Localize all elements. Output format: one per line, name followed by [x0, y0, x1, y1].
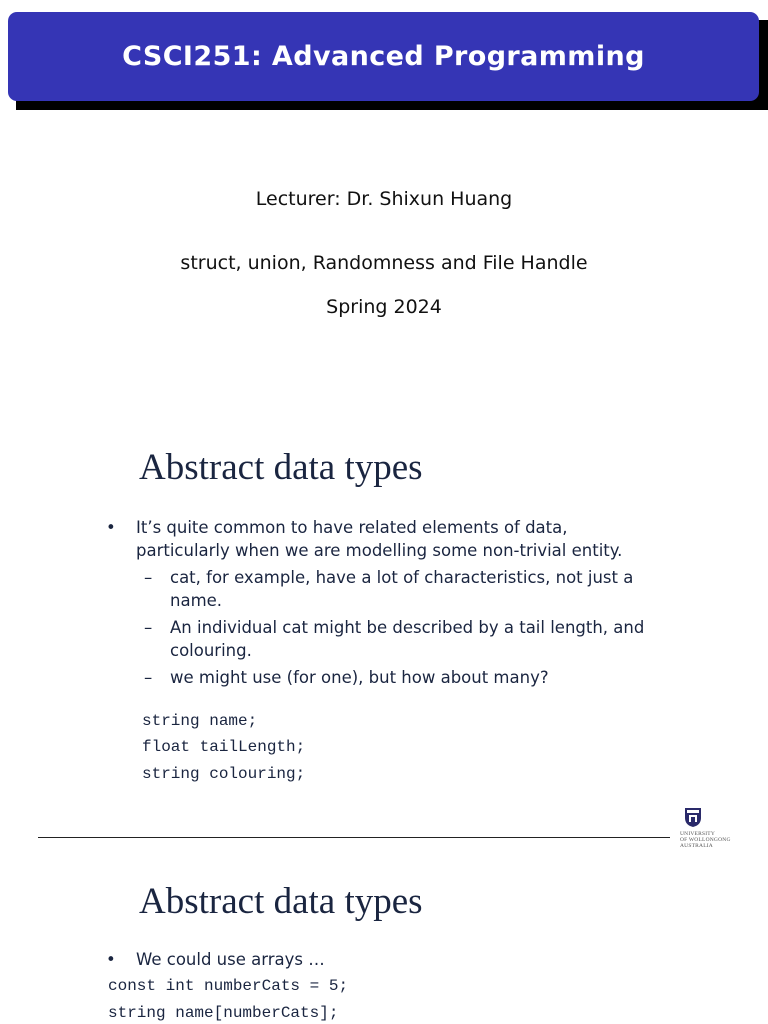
code-line: string name[numberCats];: [108, 1004, 339, 1022]
code-line: string colouring;: [142, 765, 306, 783]
sub-bullet-text: cat, for example, have a lot of characteristics, not just a name.: [170, 568, 634, 610]
logo-wordmark: UNIVERSITY OF WOLLONGONG AUSTRALIA: [680, 831, 731, 849]
lecturer-line: Lecturer: Dr. Shixun Huang: [255, 188, 513, 210]
university-logo: [678, 806, 748, 856]
dash-marker: –: [144, 568, 153, 587]
sub-bullet-text: we might use (for one), but how about many?: [170, 668, 549, 687]
sub-bullet-item: [104, 616, 664, 662]
course-title: CSCI251: Advanced Programming: [122, 41, 645, 72]
sub-bullet-item: [104, 566, 664, 612]
dash-marker: –: [144, 668, 153, 687]
bullet-list: [104, 948, 664, 971]
bullet-marker: •: [106, 518, 116, 537]
sub-bullet-text: An individual cat might be described by a tail length, and colouring.: [170, 618, 645, 660]
title-banner: [8, 12, 759, 101]
code-line: float tailLength;: [142, 738, 306, 756]
code-line: const int numberCats = 5;: [108, 977, 349, 995]
slide-divider: [38, 837, 670, 838]
slide-heading: Abstract data types: [139, 881, 423, 922]
bullet-item: [104, 516, 664, 562]
shield-icon: [684, 806, 702, 828]
code-line: string name;: [142, 712, 258, 730]
bullet-item: [104, 948, 664, 971]
bullet-text: We could use arrays …: [136, 950, 325, 969]
dash-marker: –: [144, 618, 153, 637]
bullet-marker: •: [106, 950, 116, 969]
lecture-term: Spring 2024: [326, 296, 442, 318]
bullet-list: [104, 516, 664, 689]
sub-bullet-item: [104, 666, 664, 689]
slide-heading: Abstract data types: [139, 447, 423, 488]
lecture-topic: struct, union, Randomness and File Handle: [180, 252, 588, 274]
bullet-text: It’s quite common to have related elements of data, particularly when we are modelling some non-trivial entity.: [136, 518, 623, 560]
